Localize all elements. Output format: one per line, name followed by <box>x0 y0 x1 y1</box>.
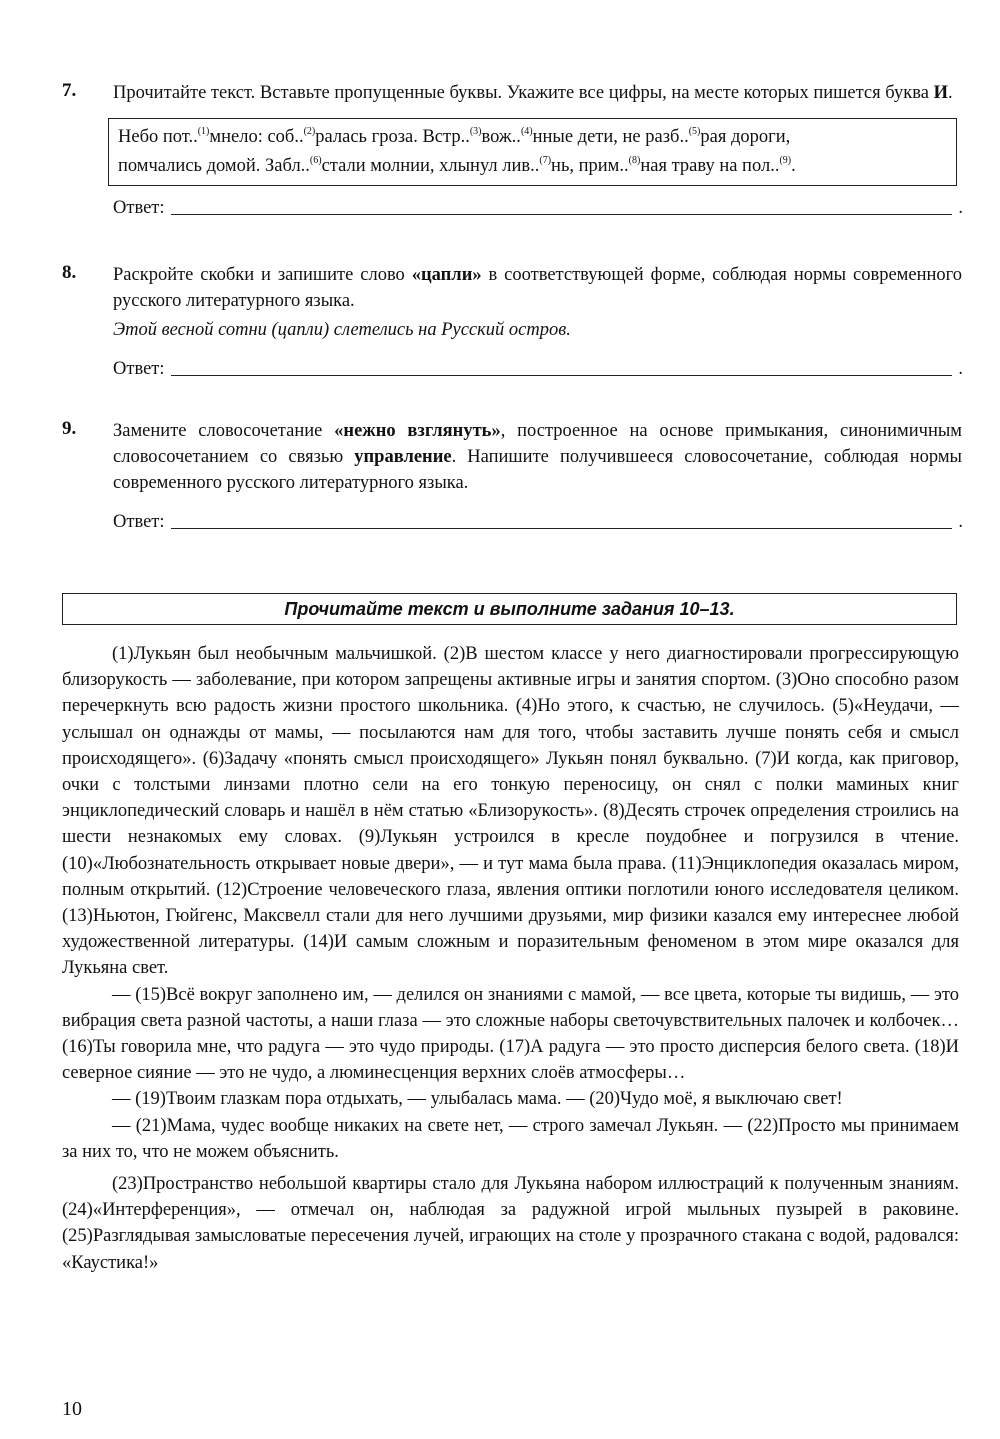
task-text-box <box>108 118 957 186</box>
gap-marker: (5) <box>688 126 701 137</box>
passage-paragraph: — (21)Мама, чудес вообще никаких на свете нет, — строго замечал Лукьян. — (22)Просто мы принимаем за них то, что не можем объяснить. <box>62 1115 959 1162</box>
box-text: вож.. <box>481 127 521 147</box>
task-7 <box>62 80 962 219</box>
box-text: помчались домой. Забл.. <box>118 156 310 176</box>
gap-marker: (7) <box>539 155 552 166</box>
task-prompt <box>113 418 962 496</box>
prompt-letter: И <box>933 83 948 103</box>
prompt-word: «цапли» <box>411 265 482 285</box>
box-line-1 <box>118 123 948 152</box>
prompt-link-type: управление <box>354 447 452 467</box>
box-text: . <box>791 156 796 176</box>
box-text: рая дороги, <box>700 127 791 147</box>
answer-label: Ответ: <box>113 359 165 379</box>
gap-marker: (3) <box>469 126 482 137</box>
answer-label: Ответ: <box>113 198 165 218</box>
box-text: стали молнии, хлынул лив.. <box>321 156 540 176</box>
answer-input-line[interactable] <box>171 374 953 376</box>
prompt-text-mid: , построенное на основе примыкания, синонимичным словосочетанием со связью <box>113 421 962 467</box>
task-number: 9. <box>62 418 77 439</box>
passage-paragraph: — (19)Твоим глазкам пора отдыхать, — улыбалась мама. — (20)Чудо моё, я выключаю свет! <box>112 1089 843 1110</box>
task-prompt <box>113 262 962 314</box>
prompt-text: Прочитайте текст. Вставьте пропущенные буквы. Укажите все цифры, на месте которых пишется буква <box>113 83 934 103</box>
gap-marker: (1) <box>197 126 210 137</box>
example-sentence: Этой весной сотни (цапли) слетелись на Русский остров. <box>113 320 571 340</box>
answer-end-mark: . <box>958 359 963 379</box>
task-number: 7. <box>62 80 77 101</box>
gap-marker: (2) <box>303 126 316 137</box>
box-line-2 <box>118 152 948 181</box>
box-text: мнело: соб.. <box>209 127 304 147</box>
box-text: ралась гроза. Встр.. <box>315 127 470 147</box>
task-9 <box>62 418 962 533</box>
reading-section-header: Прочитайте текст и выполните задания 10–13. <box>62 593 957 625</box>
task-number: 8. <box>62 262 77 283</box>
prompt-text-end: в соответствующей форме, соблюдая нормы современного русского литературного языка. <box>113 265 962 311</box>
prompt-text-end: . <box>947 83 953 103</box>
task-8 <box>62 262 962 380</box>
box-text: нные дети, не разб.. <box>532 127 689 147</box>
gap-marker: (4) <box>520 126 533 137</box>
reading-passage <box>62 641 959 1276</box>
passage-paragraph: (23)Пространство небольшой квартиры стало для Лукьяна набором иллюстраций к полученным знаниям. (24)«Интерференция», — отмечал он, наблюдая за радужной игрой мыльных пузырей в раковине. (25)Разглядывая замысловатые пересечения лучей, играющих на столе у прозрачного стакана с водой, радовался: «Каустика!» <box>62 1174 959 1273</box>
gap-marker: (8) <box>628 155 641 166</box>
answer-end-mark: . <box>958 512 963 532</box>
gap-marker: (6) <box>309 155 322 166</box>
answer-row <box>113 512 963 533</box>
box-text: нь, прим.. <box>551 156 629 176</box>
passage-paragraph: (1)Лукьян был необычным мальчишкой. (2)В шестом классе у него диагностировали прогрессирующую близорукость — заболевание, при котором запрещены активные игры и занятия спортом. (3)Оно способно разом перечеркнуть всю радость жизни простого школьника. (4)Но этого, к счастью, не случилось. (5)«Неудачи, — услышал он однажды от мамы, — посылаются нам для того, чтобы заставить лучше понять себя и смысл происходящего». (6)Задачу «понять смысл происходящего» Лукьян понял буквально. (7)И когда, как приговор, очки с толстыми линзами плотно сели на его тонкую переносицу, он снял с полки маминых книг энциклопедический словарь и нашёл в нём статью «Близорукость». (8)Десять строчек определения строились на шести незнакомых ему словах. (9)Лукьян устроился в кресле поудобнее и погрузился в чтение. (10)«Любознательность открывает новые двери», — и тут мама была права. (11)Энциклопедия оказалась миром, полным открытий. (12)Строение человеческого глаза, явления оптики поглотили юного исследователя целиком. (13)Ньютон, Гюйгенс, Максвелл стали для него лучшими друзьями, мир физики казался ему интереснее любой художественной литературы. (14)И самым сложным и поразительным феноменом в этом мире оказался для Лукьяна свет. <box>62 644 959 979</box>
gap-marker: (9) <box>779 155 792 166</box>
answer-label: Ответ: <box>113 512 165 532</box>
task-prompt <box>113 80 962 106</box>
passage-paragraph: — (15)Всё вокруг заполнено им, — делился он знаниями с мамой, — все цвета, которые ты видишь, — это вибрация света разной частоты, а наши глаза — это сложные наборы светочувствительных палочек и колбочек… (16)Ты говорила мне, что радуга — это чудо природы. (17)А радуга — это просто дисперсия белого света. (18)И северное сияние — это не чудо, а люминесценция верхних слоёв атмосферы… <box>62 984 959 1084</box>
box-text: Небо пот.. <box>118 127 198 147</box>
prompt-text: Замените словосочетание <box>113 421 335 441</box>
prompt-text-end: . Напишите получившееся словосочетание, соблюдая нормы современного русского литературного языка. <box>113 447 962 493</box>
prompt-phrase: «нежно взглянуть» <box>334 421 501 441</box>
answer-row <box>113 359 963 380</box>
prompt-text: Раскройте скобки и запишите слово <box>113 265 412 285</box>
box-text: ная траву на пол.. <box>640 156 780 176</box>
page-number: 10 <box>62 1398 82 1420</box>
answer-end-mark: . <box>958 198 963 218</box>
answer-input-line[interactable] <box>171 527 953 529</box>
answer-input-line[interactable] <box>171 213 953 215</box>
answer-row <box>113 198 963 219</box>
